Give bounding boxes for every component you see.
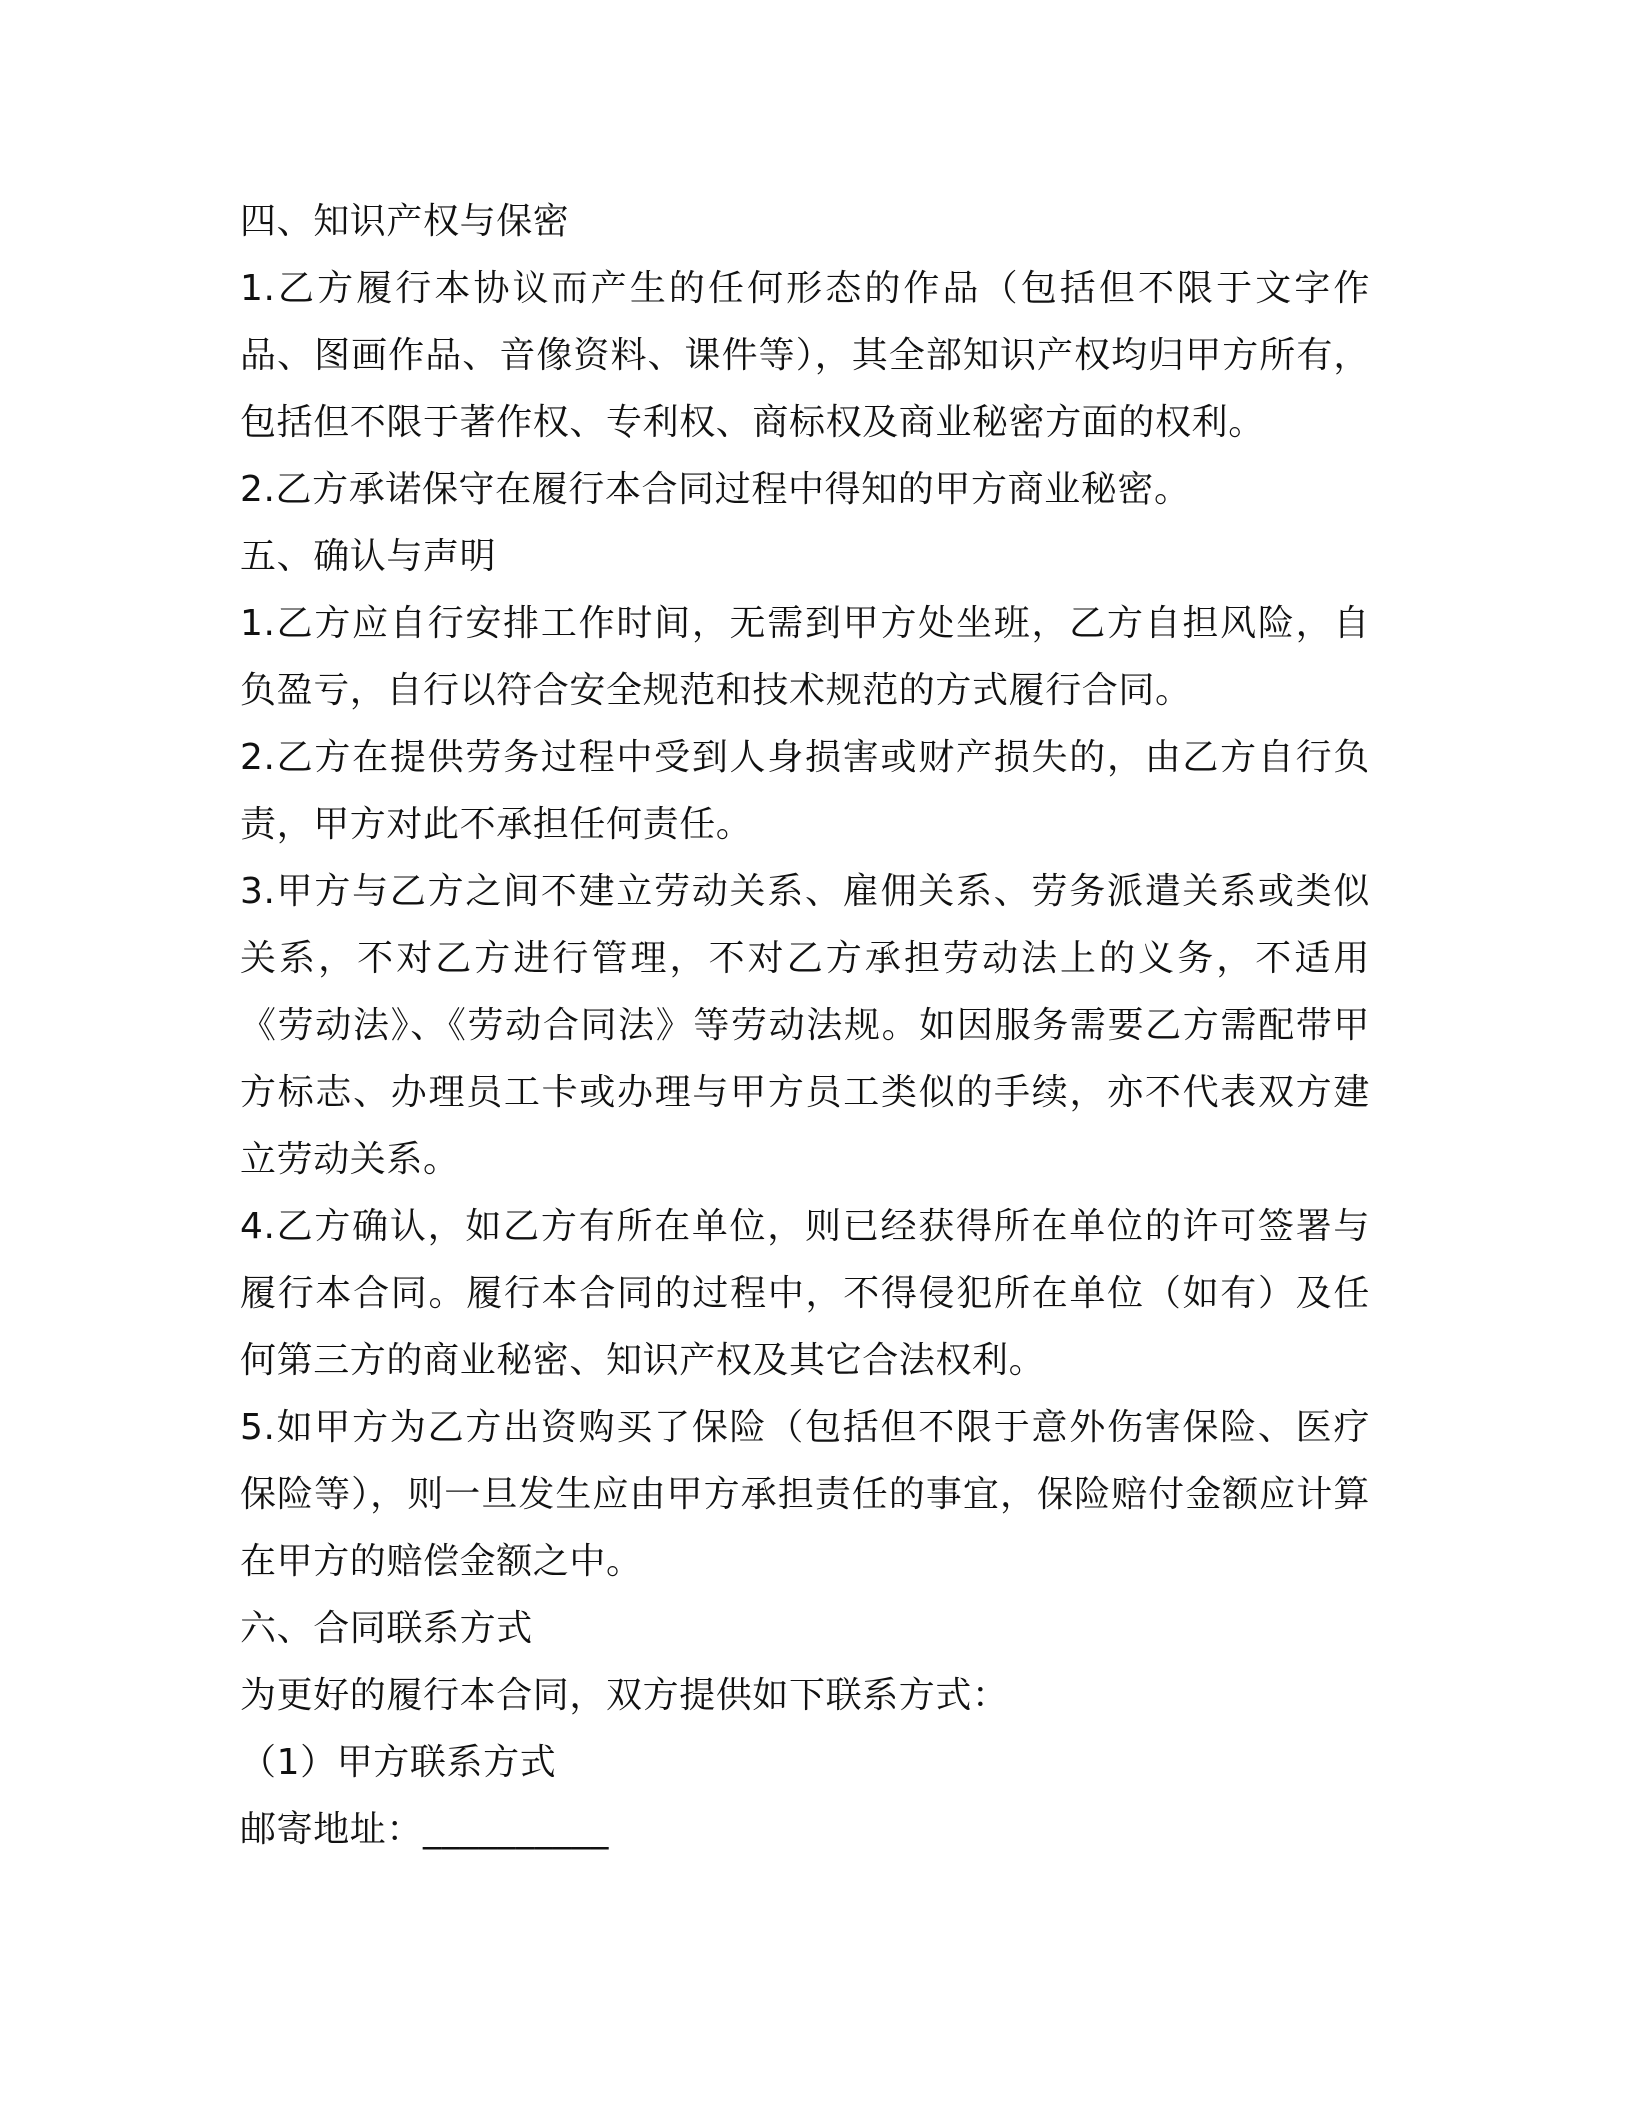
section-heading-confirmation: 五、确认与声明 xyxy=(240,536,497,577)
section-heading-ip-confidentiality: 四、知识产权与保密 xyxy=(240,201,570,242)
section-heading-contact: 六、合同联系方式 xyxy=(240,1608,533,1649)
clause-personal-injury: 2.乙方在提供劳务过程中受到人身损害或财产损失的，由乙方自行负责，甲方对此不承担任何责任。 xyxy=(240,737,1370,845)
clause-no-labor-relation: 3.甲方与乙方之间不建立劳动关系、雇佣关系、劳务派遣关系或类似关系，不对乙方进行管理，不对乙方承担劳动法上的义务，不适用《劳动法》、《劳动合同法》等劳动法规。如因服务需要乙方需配带甲方标志、办理员工卡或办理与甲方员工类似的手续，亦不代表双方建立劳动关系。 xyxy=(240,871,1370,1180)
mailing-address-blank: __________ xyxy=(423,1809,610,1850)
mailing-address-label: 邮寄地址： xyxy=(240,1809,424,1850)
clause-employer-permission: 4.乙方确认，如乙方有所在单位，则已经获得所在单位的许可签署与履行本合同。履行本合同的过程中，不得侵犯所在单位（如有）及任何第三方的商业秘密、知识产权及其它合法权利。 xyxy=(240,1206,1370,1381)
contact-intro: 为更好的履行本合同，双方提供如下联系方式： xyxy=(240,1675,1009,1716)
party-a-contact-heading: （1）甲方联系方式 xyxy=(240,1742,557,1783)
clause-trade-secret: 2.乙方承诺保守在履行本合同过程中得知的甲方商业秘密。 xyxy=(240,469,1191,510)
mailing-address-line xyxy=(240,1796,1370,1863)
clause-working-time: 1.乙方应自行安排工作时间，无需到甲方处坐班，乙方自担风险，自负盈亏，自行以符合安全规范和技术规范的方式履行合同。 xyxy=(240,603,1370,711)
clause-ip-ownership: 1.乙方履行本协议而产生的任何形态的作品（包括但不限于文字作品、图画作品、音像资料、课件等），其全部知识产权均归甲方所有，包括但不限于著作权、专利权、商标权及商业秘密方面的权利。 xyxy=(240,268,1370,443)
document-body xyxy=(240,188,1370,1863)
clause-insurance: 5.如甲方为乙方出资购买了保险（包括但不限于意外伤害保险、医疗保险等），则一旦发生应由甲方承担责任的事宜，保险赔付金额应计算在甲方的赔偿金额之中。 xyxy=(240,1407,1370,1582)
